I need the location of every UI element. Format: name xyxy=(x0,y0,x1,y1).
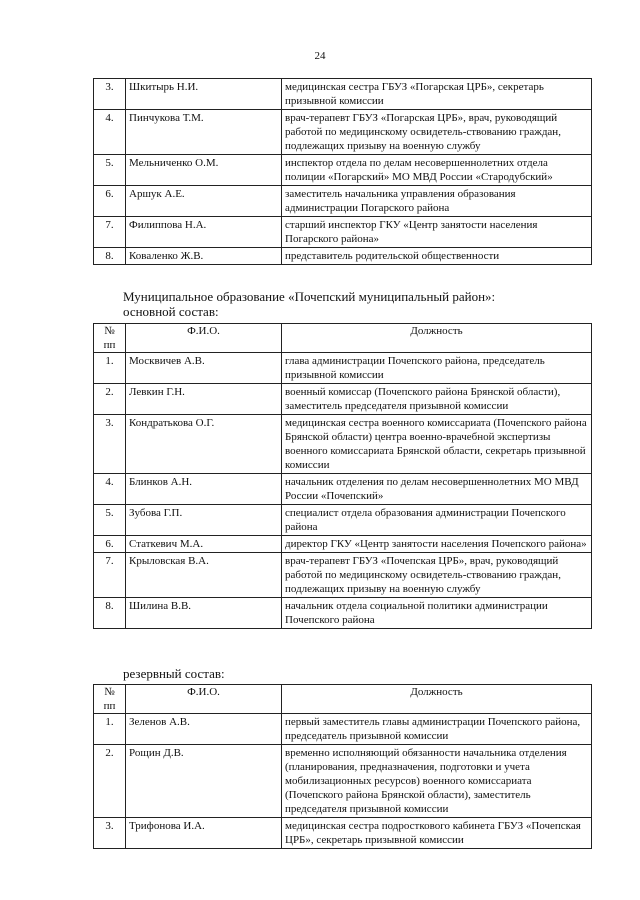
table-row xyxy=(94,384,592,415)
table-main-composition xyxy=(93,323,592,629)
table-header xyxy=(94,324,592,353)
table-row xyxy=(94,474,592,505)
row-number: 7. xyxy=(94,217,126,248)
member-position: глава администрации Почепского района, председатель призывной комиссии xyxy=(282,353,592,384)
table-row xyxy=(94,217,592,248)
table-row xyxy=(94,553,592,598)
row-number: 3. xyxy=(94,818,126,849)
row-number: 3. xyxy=(94,79,126,110)
row-number: 2. xyxy=(94,384,126,415)
member-position: начальник отдела социальной политики администрации Почепского района xyxy=(282,598,592,629)
member-name: Филиппова Н.А. xyxy=(126,217,282,248)
table-continued-members xyxy=(93,78,592,265)
row-number: 6. xyxy=(94,536,126,553)
member-name: Шилина В.В. xyxy=(126,598,282,629)
member-name: Рощин Д.В. xyxy=(126,745,282,818)
row-number: 4. xyxy=(94,474,126,505)
column-header-number: № пп xyxy=(94,324,126,353)
member-name: Крыловская В.А. xyxy=(126,553,282,598)
member-position: медицинская сестра военного комиссариата (Почепского района Брянской области) центра военно-врачебной экспертизы военного комиссариата Брянской области, секретарь призывной комиссии xyxy=(282,415,592,474)
header-row xyxy=(94,324,592,353)
member-name: Пинчукова Т.М. xyxy=(126,110,282,155)
member-name: Левкин Г.Н. xyxy=(126,384,282,415)
member-name: Шкитырь Н.И. xyxy=(126,79,282,110)
table-row xyxy=(94,248,592,265)
member-position: военный комиссар (Почепского района Брянской области), заместитель председателя призывной комиссии xyxy=(282,384,592,415)
page-number: 24 xyxy=(314,50,326,62)
member-name: Зеленов А.В. xyxy=(126,714,282,745)
member-position: представитель родительской общественности xyxy=(282,248,592,265)
row-number: 8. xyxy=(94,248,126,265)
section-subtitle-main-composition: основной состав: xyxy=(123,304,219,319)
row-number: 5. xyxy=(94,155,126,186)
member-position: временно исполняющий обязанности начальника отделения (планирования, предназначения, подготовки и учета мобилизационных ресурсов) военного комиссариата (Почепского района Брянской области), заместитель председателя призывной комиссии xyxy=(282,745,592,818)
table-row xyxy=(94,818,592,849)
member-position: медицинская сестра подросткового кабинета ГБУЗ «Почепская ЦРБ», секретарь призывной комиссии xyxy=(282,818,592,849)
member-name: Мельниченко О.М. xyxy=(126,155,282,186)
table-row xyxy=(94,186,592,217)
row-number: 6. xyxy=(94,186,126,217)
column-header-number: № пп xyxy=(94,685,126,714)
table-row xyxy=(94,415,592,474)
member-name: Трифонова И.А. xyxy=(126,818,282,849)
column-header-name: Ф.И.О. xyxy=(126,324,282,353)
member-name: Зубова Г.П. xyxy=(126,505,282,536)
table-row xyxy=(94,79,592,110)
member-position: первый заместитель главы администрации Почепского района, председатель призывной комиссии xyxy=(282,714,592,745)
table-body xyxy=(94,79,592,265)
member-position: старший инспектор ГКУ «Центр занятости населения Погарского района» xyxy=(282,217,592,248)
row-number: 1. xyxy=(94,714,126,745)
member-position: заместитель начальника управления образования администрации Погарского района xyxy=(282,186,592,217)
section-title-reserve-composition: резервный состав: xyxy=(123,666,225,681)
row-number: 7. xyxy=(94,553,126,598)
row-number: 8. xyxy=(94,598,126,629)
row-number: 5. xyxy=(94,505,126,536)
column-header-position: Должность xyxy=(282,685,592,714)
table-row xyxy=(94,714,592,745)
table-body xyxy=(94,714,592,849)
member-name: Москвичев А.В. xyxy=(126,353,282,384)
table-body xyxy=(94,353,592,629)
table-row xyxy=(94,536,592,553)
member-position: врач-терапевт ГБУЗ «Погарская ЦРБ», врач, руководящий работой по медицинскому освидетель-ствованию граждан, подлежащих призыву на военную службу xyxy=(282,110,592,155)
member-position: инспектор отдела по делам несовершеннолетних отдела полиции «Погарский» МО МВД России «Стародубский» xyxy=(282,155,592,186)
member-name: Блинков А.Н. xyxy=(126,474,282,505)
member-name: Аршук А.Е. xyxy=(126,186,282,217)
member-position: медицинская сестра ГБУЗ «Погарская ЦРБ», секретарь призывной комиссии xyxy=(282,79,592,110)
section-title-pochep: Муниципальное образование «Почепский муниципальный район»: xyxy=(123,289,496,304)
column-header-position: Должность xyxy=(282,324,592,353)
member-position: директор ГКУ «Центр занятости населения Почепского района» xyxy=(282,536,592,553)
table-row xyxy=(94,155,592,186)
row-number: 2. xyxy=(94,745,126,818)
table-row xyxy=(94,353,592,384)
member-name: Коваленко Ж.В. xyxy=(126,248,282,265)
table-row xyxy=(94,598,592,629)
table-row xyxy=(94,110,592,155)
member-position: врач-терапевт ГБУЗ «Почепская ЦРБ», врач, руководящий работой по медицинскому освидетель-ствованию граждан, подлежащих призыву на военную службу xyxy=(282,553,592,598)
header-row xyxy=(94,685,592,714)
row-number: 4. xyxy=(94,110,126,155)
member-position: специалист отдела образования администрации Почепского района xyxy=(282,505,592,536)
member-position: начальник отделения по делам несовершеннолетних МО МВД России «Почепский» xyxy=(282,474,592,505)
table-reserve-composition xyxy=(93,684,592,849)
row-number: 1. xyxy=(94,353,126,384)
table-header xyxy=(94,685,592,714)
member-name: Кондратькова О.Г. xyxy=(126,415,282,474)
table-row xyxy=(94,745,592,818)
row-number: 3. xyxy=(94,415,126,474)
column-header-name: Ф.И.О. xyxy=(126,685,282,714)
member-name: Статкевич М.А. xyxy=(126,536,282,553)
table-row xyxy=(94,505,592,536)
